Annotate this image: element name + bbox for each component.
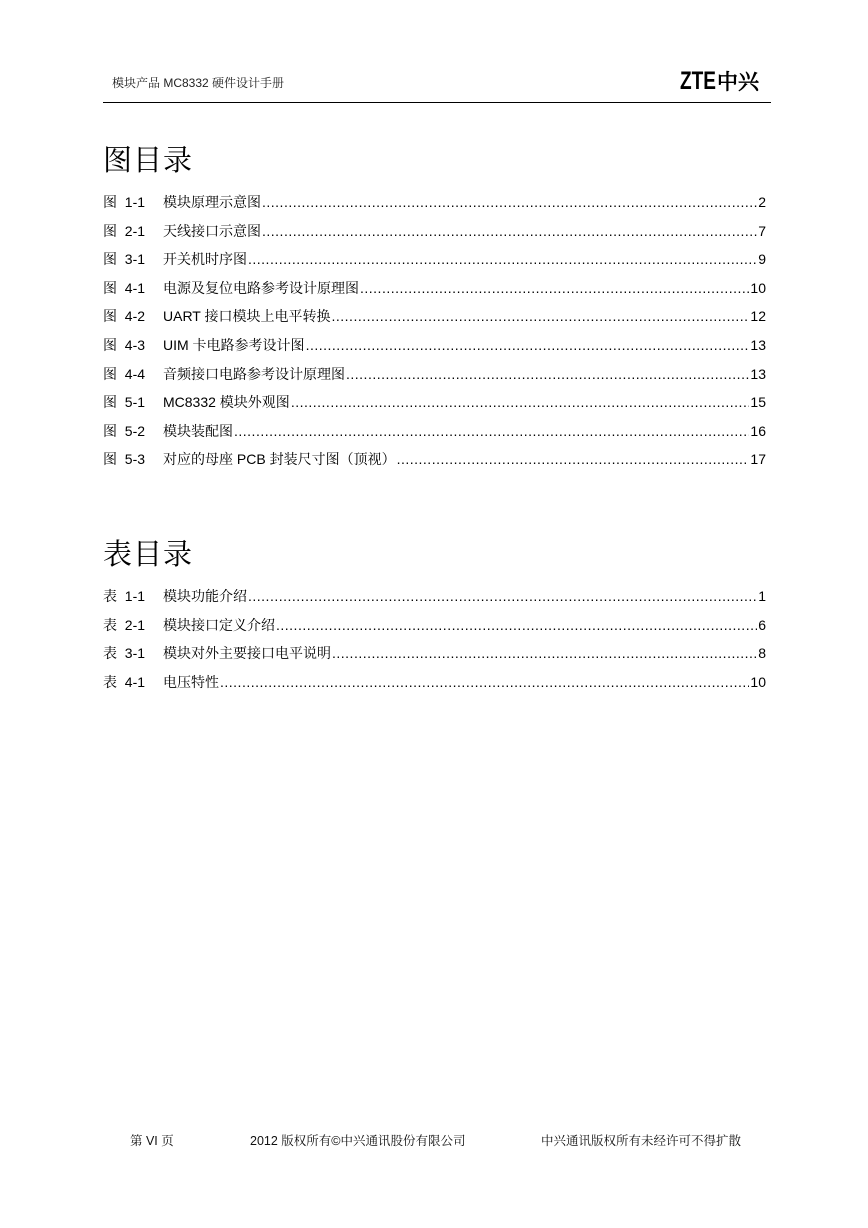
toc-leader-dots: [220, 674, 749, 690]
toc-entry-number: 图 4-1: [103, 279, 146, 296]
toc-entry-title: 模块对外主要接口电平说明: [163, 645, 331, 662]
toc-entry[interactable]: [103, 392, 766, 421]
toc-entry-number: 图 5-1: [103, 394, 146, 411]
toc-entry-title: UART 接口模块上电平转换: [163, 308, 331, 325]
table-list: [103, 586, 766, 700]
toc-entry-page: 1: [758, 588, 766, 604]
toc-entry-title: 模块接口定义介绍: [163, 616, 275, 633]
toc-entry-number: 图 1-1: [103, 194, 146, 210]
toc-entry-number: 表 2-1: [103, 616, 146, 633]
toc-entry-title: UIM 卡电路参考设计图: [163, 336, 305, 353]
toc-entry[interactable]: [103, 335, 766, 364]
footer-notice: 中兴通讯版权所有未经许可不得扩散: [541, 1134, 742, 1148]
header-title: 模块产品 MC8332 硬件设计手册: [112, 76, 285, 90]
toc-entry[interactable]: [103, 249, 766, 278]
toc-leader-dots: [346, 366, 749, 382]
toc-leader-dots: [262, 223, 757, 239]
toc-entry[interactable]: [103, 364, 766, 393]
toc-entry-page: 10: [750, 279, 766, 296]
figure-list-heading: 图目录: [103, 143, 194, 177]
footer-copyright: 2012 版权所有©中兴通讯股份有限公司: [250, 1134, 466, 1148]
toc-entry-title: MC8332 模块外观图: [163, 394, 290, 411]
toc-leader-dots: [360, 280, 749, 296]
toc-entry-number: 图 4-2: [103, 308, 146, 325]
toc-entry-title: 模块功能介绍: [163, 588, 247, 604]
toc-leader-dots: [291, 394, 750, 410]
toc-entry[interactable]: [103, 643, 766, 672]
toc-entry-number: 图 5-3: [103, 451, 146, 468]
toc-entry[interactable]: [103, 306, 766, 335]
toc-entry-page: 16: [750, 422, 766, 439]
toc-entry-number: 图 4-4: [103, 365, 146, 382]
toc-entry-title: 音频接口电路参考设计原理图: [163, 365, 345, 382]
toc-entry-title: 开关机时序图: [163, 251, 247, 268]
toc-entry[interactable]: [103, 221, 766, 250]
toc-entry-number: 表 4-1: [103, 673, 146, 690]
toc-entry-number: 表 1-1: [103, 588, 146, 604]
svg-text:中兴: 中兴: [717, 70, 760, 94]
toc-entry[interactable]: [103, 192, 766, 221]
toc-entry-number: 图 5-2: [103, 422, 146, 439]
toc-entry[interactable]: [103, 586, 766, 615]
toc-entry-title: 模块装配图: [163, 422, 233, 439]
toc-leader-dots: [248, 251, 757, 267]
toc-entry-page: 13: [750, 336, 766, 353]
toc-leader-dots: [332, 308, 750, 324]
figure-list: [103, 192, 766, 478]
svg-text:ZTE: ZTE: [680, 67, 716, 94]
toc-entry-number: 图 3-1: [103, 251, 146, 268]
toc-leader-dots: [397, 451, 750, 467]
toc-leader-dots: [306, 337, 750, 353]
toc-entry-number: 表 3-1: [103, 645, 146, 662]
toc-entry-page: 10: [750, 673, 766, 690]
toc-entry-title: 电源及复位电路参考设计原理图: [163, 279, 359, 296]
toc-entry-number: 图 2-1: [103, 222, 146, 239]
toc-leader-dots: [248, 588, 757, 604]
toc-entry[interactable]: [103, 672, 766, 701]
toc-entry-page: 17: [750, 451, 766, 468]
toc-entry-title: 模块原理示意图: [163, 194, 261, 210]
toc-entry-page: 6: [758, 616, 766, 633]
toc-entry-title: 对应的母座 PCB 封装尺寸图（顶视）: [163, 451, 396, 468]
toc-entry[interactable]: [103, 278, 766, 307]
toc-entry-page: 7: [758, 222, 766, 239]
header-divider: [103, 102, 771, 103]
zte-logo: [680, 66, 760, 94]
toc-leader-dots: [276, 617, 757, 633]
toc-entry-page: 8: [758, 645, 766, 662]
toc-entry-number: 图 4-3: [103, 336, 146, 353]
toc-entry-page: 13: [750, 365, 766, 382]
toc-entry-page: 12: [750, 308, 766, 325]
toc-entry-title: 天线接口示意图: [163, 222, 261, 239]
table-list-heading: 表目录: [103, 537, 194, 571]
toc-leader-dots: [262, 194, 757, 210]
toc-entry-page: 2: [758, 194, 766, 210]
toc-entry[interactable]: [103, 615, 766, 644]
toc-entry-page: 15: [750, 394, 766, 411]
toc-entry-page: 9: [758, 251, 766, 268]
toc-leader-dots: [234, 423, 749, 439]
toc-entry[interactable]: [103, 421, 766, 450]
toc-entry[interactable]: [103, 449, 766, 478]
toc-entry-title: 电压特性: [163, 673, 219, 690]
footer-page-number: 第 VI 页: [130, 1134, 174, 1148]
toc-leader-dots: [332, 645, 757, 661]
